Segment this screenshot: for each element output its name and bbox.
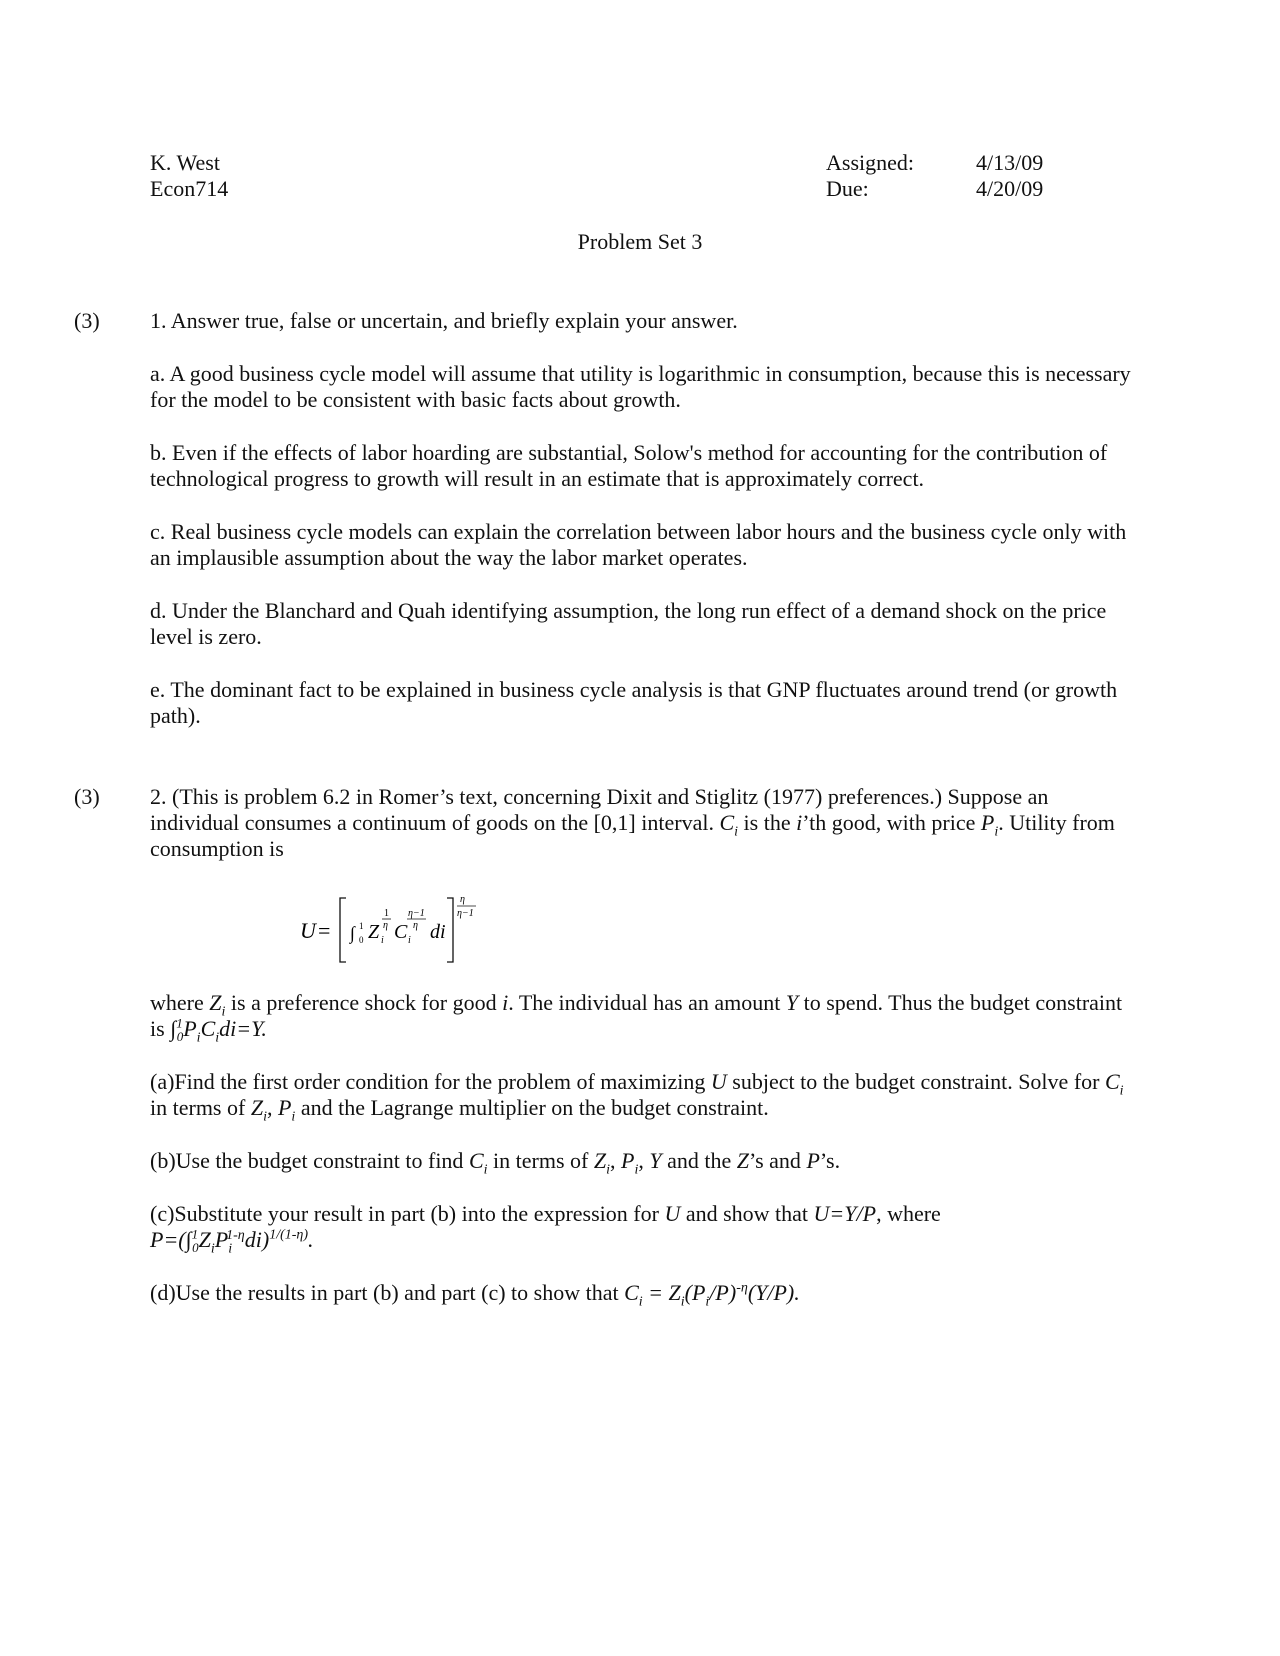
- math-symbol: $C_i$: [1104, 1069, 1124, 1099]
- math-budget-constraint: $\int^1_0P_iC_idi=Y$.: [170, 1015, 267, 1046]
- utility-equation: [300, 890, 500, 970]
- due-label: Due:: [826, 176, 869, 201]
- math-symbol: $C_i$: [468, 1148, 488, 1178]
- assigned-date: 4/13/09: [976, 150, 1044, 175]
- q1-item-c: c. Real business cycle models can explain the correlation between labor hours and the business cycle only with an implausible assumption about the way the labor market operates.: [150, 519, 1127, 570]
- q1-points: (3): [74, 308, 100, 333]
- svg-text:η: η: [460, 894, 465, 905]
- svg-text:di: di: [430, 921, 446, 943]
- assigned-label: Assigned:: [826, 150, 914, 175]
- q1-item-b: b. Even if the effects of labor hoarding are substantial, Solow's method for accounting for the contribution of technological progress to growth will result in an estimate that is approximately correct.: [150, 440, 1108, 491]
- q2-part-a-text-2: subject to the budget constraint. Solve for: [732, 1069, 1100, 1094]
- math-demand-function: $C_i = Z_i(P_i/P)^{-\eta}(Y/P)$.: [624, 1280, 800, 1310]
- svg-text:U: U: [300, 918, 316, 943]
- q2-part-c-text-2: and show that: [685, 1201, 809, 1226]
- math-symbol: U=Y/P: [813, 1201, 877, 1226]
- math-symbol: $P_i$: [980, 810, 999, 840]
- q2-part-b-text-1: (b)Use the budget constraint to find: [150, 1148, 464, 1173]
- page-title: Problem Set 3: [577, 229, 703, 254]
- svg-text:Z: Z: [368, 921, 380, 943]
- svg-text:1: 1: [384, 908, 389, 919]
- math-symbol: $Z_i$: [593, 1148, 610, 1178]
- due-date: 4/20/09: [976, 176, 1044, 201]
- q2-part-d-text-1: (d)Use the results in part (b) and part (c) to show that: [150, 1280, 619, 1305]
- q2-part-c-text-1: (c)Substitute your result in part (b) into the expression for: [150, 1201, 659, 1226]
- math-symbol: Y: [649, 1148, 662, 1173]
- q2-where-text-d: to spend. Thus the budget constraint is: [150, 990, 1123, 1041]
- q2-part-a-text-1: (a)Find the first order condition for the problem of maximizing: [150, 1069, 706, 1094]
- q2-part-b-text-2: in terms of: [493, 1148, 589, 1173]
- q2-where-text-b: is a preference shock for good: [230, 990, 497, 1015]
- math-symbol: Y: [785, 990, 799, 1015]
- svg-text:η: η: [413, 920, 418, 931]
- math-symbol: $C_i$: [719, 810, 739, 840]
- svg-text:C: C: [394, 921, 408, 943]
- math-symbol: U: [664, 1201, 681, 1226]
- math-price-index: $P=(\int^1_0Z_iP_i^{1-\eta}di)^{1/(1-\eta)}$.: [150, 1226, 314, 1257]
- q2-part-b-text-3: and the: [667, 1148, 732, 1173]
- author-name: K. West: [150, 150, 220, 175]
- math-symbol: $P_i$: [620, 1148, 639, 1178]
- svg-text:η: η: [383, 920, 388, 931]
- math-symbol: i: [502, 990, 509, 1015]
- math-symbol: U: [710, 1069, 727, 1094]
- q1-prompt: 1. Answer true, false or uncertain, and briefly explain your answer.: [150, 308, 738, 333]
- q2-part-b-text-5: ’s.: [819, 1148, 841, 1173]
- q2-part-a-text-3: in terms of: [150, 1095, 246, 1120]
- q1-item-d: d. Under the Blanchard and Quah identifying assumption, the long run effect of a demand shock on the price level is zero.: [150, 598, 1107, 649]
- math-symbol: i: [796, 810, 803, 835]
- svg-text:=: =: [318, 918, 331, 943]
- q2-intro: [150, 784, 1140, 862]
- math-symbol: $Z_i$: [250, 1095, 267, 1125]
- q2-part-c-text-3: , where: [876, 1201, 941, 1226]
- math-symbol: Z: [736, 1148, 749, 1173]
- q2-intro-text-b: is the: [743, 810, 791, 835]
- q2-intro-text-a: 2. (This is problem 6.2 in Romer’s text, concerning Dixit and Stiglitz (1977) preferences.) Suppose an individual consumes a continuum of goods on the [0,1] interval.: [150, 784, 1049, 835]
- svg-text:0: 0: [359, 935, 364, 945]
- svg-text:1: 1: [359, 921, 364, 931]
- q2-intro-text-c: ’th good, with price: [802, 810, 976, 835]
- math-symbol: $Z_i$: [209, 990, 226, 1020]
- q2-part-b-text-4: ’s and: [748, 1148, 801, 1173]
- q2-intro-text-d: . Utility from consumption is: [150, 810, 1115, 861]
- svg-text:η−1: η−1: [457, 908, 474, 919]
- course-code: Econ714: [150, 176, 229, 201]
- q2-where: [150, 990, 1140, 1046]
- svg-text:i: i: [381, 935, 384, 946]
- math-symbol: P: [806, 1148, 820, 1173]
- svg-text:i: i: [408, 935, 411, 946]
- svg-text:η−1: η−1: [408, 908, 425, 919]
- q2-part-d: [150, 1280, 1140, 1310]
- q1-item-e: e. The dominant fact to be explained in business cycle analysis is that GNP fluctuates around trend (or growth path).: [150, 677, 1118, 728]
- q2-part-b: (b)Use the budget constraint to find $C_i$ in terms of $Z_i$, $P_i$, Y and the Z’s and P’s.: [150, 1148, 841, 1178]
- math-symbol: $P_i$: [277, 1095, 296, 1125]
- q2-part-a: (a)Find the first order condition for the problem of maximizing U subject to the budget constraint. Solve for $C_i$ in terms of $Z_i$, $P_i$ and the Lagrange multiplier on the budget constraint.: [150, 1069, 1124, 1125]
- q2-part-a-text-4: and the Lagrange multiplier on the budget constraint.: [300, 1095, 769, 1120]
- svg-text:∫: ∫: [350, 923, 355, 943]
- q2-points: (3): [74, 784, 100, 809]
- q1-item-a: a. A good business cycle model will assume that utility is logarithmic in consumption, because this is necessary for the model to be consistent with basic facts about growth.: [150, 361, 1131, 412]
- q2-where-text-a: where: [150, 990, 204, 1015]
- q2-where-text-c: . The individual has an amount: [508, 990, 781, 1015]
- q2-part-c: [150, 1201, 1140, 1257]
